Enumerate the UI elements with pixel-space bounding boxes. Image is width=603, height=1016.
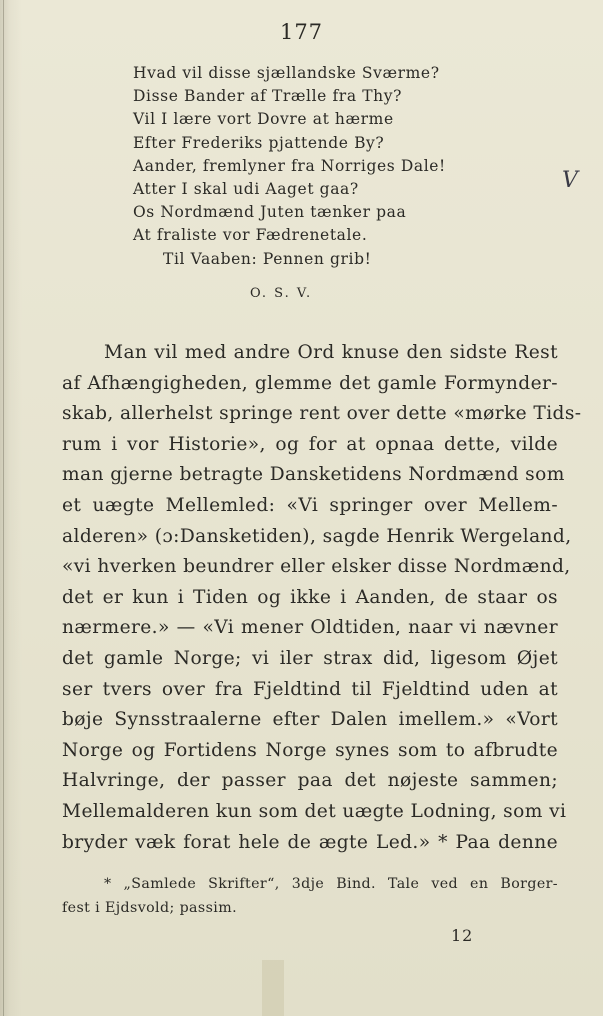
text-line: bryder væk forat hele de ægte Led.» * Paa denne <box>62 831 558 853</box>
page-number: 177 <box>279 20 324 44</box>
text-line: alderen» (ɔ:Dansketiden), sagde Henrik Wergeland, <box>62 525 572 547</box>
text-line: det er kun i Tiden og ikke i Aanden, de staar os <box>62 586 558 608</box>
binding-edge <box>3 0 4 1016</box>
text-line: nærmere.» — «Vi mener Oldtiden, naar vi nævner <box>62 617 558 639</box>
text-line: Norge og Fortidens Norge synes som to afbrudte <box>62 739 558 761</box>
poem-line: Aander, fremlyner fra Norriges Dale! <box>133 156 446 175</box>
poem-line: Vil I lære vort Dovre at hærme <box>133 110 394 129</box>
text-line: «vi hverken beundrer eller elsker disse Nordmænd, <box>62 556 571 578</box>
poem-line: Atter I skal udi Aaget gaa? <box>133 180 359 199</box>
text-line: Man vil med andre Ord knuse den sidste Rest <box>104 342 558 363</box>
poem-line: Disse Bander af Trælle fra Thy? <box>133 87 402 106</box>
text-line: skab, allerhelst springe rent over dette «mørke Tids- <box>62 403 582 425</box>
body-paragraph <box>62 338 582 858</box>
poem-line: At fraliste vor Fædrenetale. <box>133 226 368 245</box>
poem-stanza <box>133 62 446 271</box>
text-line: ser tvers over fra Fjeldtind til Fjeldtind uden at <box>62 678 558 700</box>
text-line: Halvringe, der passer paa det nøjeste sammen; <box>62 770 558 792</box>
text-line: man gjerne betragte Dansketidens Nordmænd som <box>62 464 565 486</box>
poem-signature: O. S. V. <box>250 286 313 301</box>
text-line: Mellemalderen kun som det uægte Lodning, som vi <box>62 800 567 822</box>
poem-line: Efter Frederiks pjattende By? <box>133 133 385 152</box>
text-line: bøje Synsstraalerne efter Dalen imellem.» «Vort <box>62 709 558 731</box>
text-line: af Afhængigheden, glemme det gamle Formynder- <box>62 372 558 394</box>
poem-line: Til Vaaben: Pennen grib! <box>163 249 372 268</box>
paper-stain <box>262 960 284 1016</box>
printer-signature-mark: 12 <box>451 926 474 945</box>
footnote-line: * „Samlede Skrifter“, 3dje Bind. Tale ved en Borger- <box>104 876 558 892</box>
poem-line: Os Nordmænd Juten tænker paa <box>133 203 407 222</box>
text-line: det gamle Norge; vi iler strax did, ligesom Øjet <box>62 647 558 669</box>
margin-pencil-mark: V <box>562 168 578 193</box>
text-line: rum i vor Historie», og for at opnaa dette, vilde <box>62 433 558 455</box>
footnote-line: fest i Ejdsvold; passim. <box>62 900 237 916</box>
poem-line: Hvad vil disse sjællandske Sværme? <box>133 64 440 82</box>
footnote <box>62 872 558 920</box>
text-line: et uægte Mellemled: «Vi springer over Mellem- <box>62 494 558 516</box>
